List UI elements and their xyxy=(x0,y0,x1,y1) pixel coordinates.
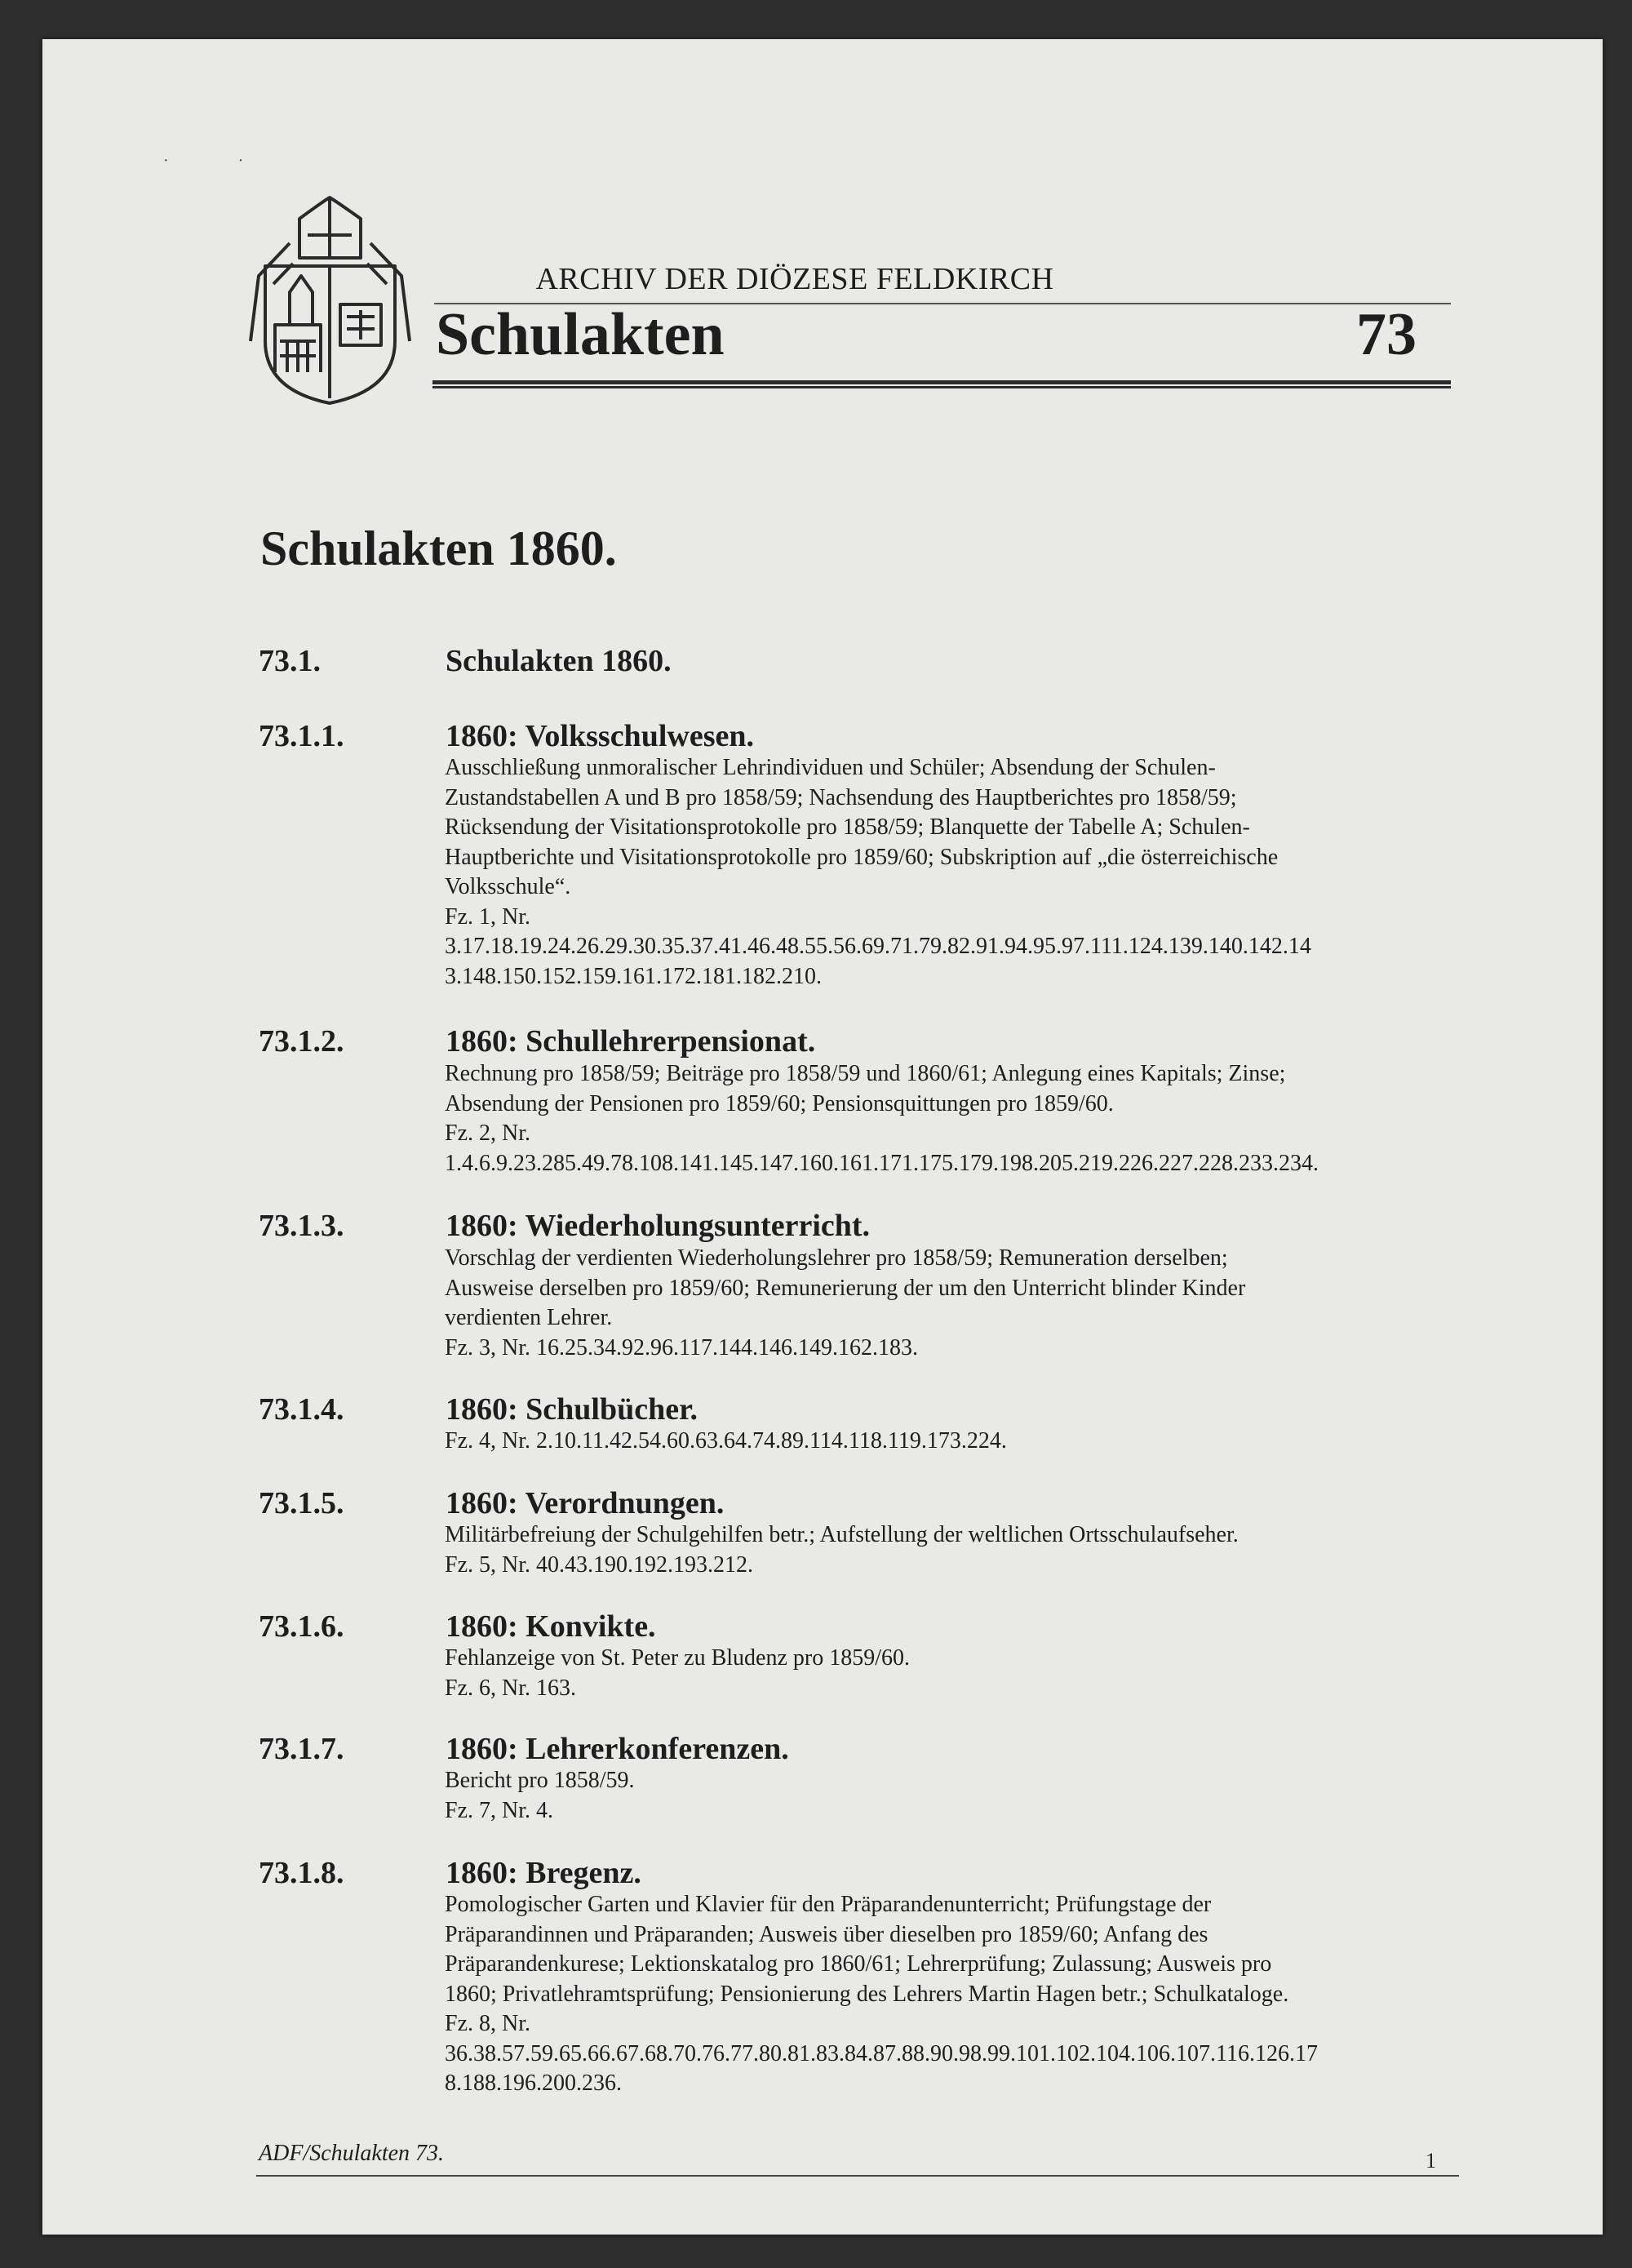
entry-description xyxy=(445,1766,1457,1826)
entry-line: Absendung der Pensionen pro 1859/60; Pensionsquittungen pro 1859/60. xyxy=(445,1090,1114,1116)
entry-number: 73.1.1. xyxy=(259,719,344,753)
entry-line: Rücksendung der Visitationsprotokolle pro 1858/59; Blanquette der Tabelle A; Schulen- xyxy=(445,814,1250,840)
entry-title: 1860: Volksschulwesen. xyxy=(446,719,754,753)
section-title: Schulakten 1860. xyxy=(446,644,672,678)
footer-divider xyxy=(256,2175,1459,2177)
paper-specks: · · xyxy=(163,152,277,170)
entry-line: Fehlanzeige von St. Peter zu Bludenz pro 1859/60. xyxy=(445,1645,910,1671)
entry-number: 73.1.8. xyxy=(259,1856,344,1890)
header-double-rule xyxy=(432,380,1451,384)
page-number: 1 xyxy=(1426,2149,1436,2173)
entry-number: 73.1.3. xyxy=(259,1209,344,1243)
main-heading: Schulakten 1860. xyxy=(260,522,617,575)
entry-line: Zustandstabellen A und B pro 1858/59; Nachsendung des Hauptberichtes pro 1858/59; xyxy=(445,784,1237,810)
entry-line: Fz. 7, Nr. 4. xyxy=(445,1797,553,1823)
section-number: 73.1. xyxy=(259,644,321,678)
entry-line: 3.17.18.19.24.26.29.30.35.37.41.46.48.55.56.69.71.79.82.91.94.95.97.111.124.139.140.142.14 xyxy=(445,934,1311,959)
entry-number: 73.1.6. xyxy=(259,1609,344,1644)
entry-line: Präparandenkurese; Lektionskatalog pro 1860/61; Lehrerprüfung; Zulassung; Ausweis pro xyxy=(445,1951,1272,1977)
entry-description xyxy=(445,1644,1457,1703)
document-title: Schulakten xyxy=(436,301,725,368)
entry-line: Fz. 6, Nr. 163. xyxy=(445,1675,576,1701)
header-double-rule-lower xyxy=(432,386,1451,388)
entry-line: Volksschule“. xyxy=(445,874,571,899)
entry-description xyxy=(445,1244,1457,1363)
entry-description xyxy=(445,1520,1457,1580)
archive-name: ARCHIV DER DIÖZESE FELDKIRCH xyxy=(535,262,1054,296)
entry-title: 1860: Schullehrerpensionat. xyxy=(446,1024,816,1059)
entry-line: 8.188.196.200.236. xyxy=(445,2070,622,2096)
document-number: 73 xyxy=(1356,301,1417,368)
entry-line: Hauptberichte und Visitationsprotokolle pro 1859/60; Subskription auf „die österreichische xyxy=(445,844,1279,870)
entry-title: 1860: Bregenz. xyxy=(446,1856,641,1890)
entry-line: 1.4.6.9.23.285.49.78.108.141.145.147.160.161.171.175.179.198.205.219.226.227.228.233.234. xyxy=(445,1150,1319,1176)
entry-line: 3.148.150.152.159.161.172.181.182.210. xyxy=(445,963,822,989)
entry-line: Fz. 5, Nr. 40.43.190.192.193.212. xyxy=(445,1551,753,1578)
entry-line: Pomologischer Garten und Klavier für den Präparandenunterricht; Prüfungstage der xyxy=(445,1892,1212,1917)
entry-line: Bericht pro 1858/59. xyxy=(445,1768,635,1793)
entry-description xyxy=(445,753,1457,992)
entry-line: Fz. 8, Nr. xyxy=(445,2011,530,2036)
entry-line: Ausweise derselben pro 1859/60; Remunerierung der um den Unterricht blinder Kinder xyxy=(445,1275,1246,1301)
footer-reference: ADF/Schulakten 73. xyxy=(259,2141,445,2166)
entry-number: 73.1.7. xyxy=(259,1732,344,1766)
entry-line: Präparandinnen und Präparanden; Ausweis über dieselben pro 1859/60; Anfang des xyxy=(445,1921,1208,1947)
entry-number: 73.1.2. xyxy=(259,1024,344,1059)
entry-description xyxy=(445,1890,1457,2099)
entry-line: Fz. 1, Nr. xyxy=(445,903,530,930)
entry-number: 73.1.4. xyxy=(259,1392,344,1427)
entry-line: Militärbefreiung der Schulgehilfen betr.; Aufstellung der weltlichen Ortsschulaufseher. xyxy=(445,1522,1239,1547)
entry-title: 1860: Konvikte. xyxy=(446,1609,656,1644)
entry-title: 1860: Lehrerkonferenzen. xyxy=(446,1732,789,1766)
entry-description xyxy=(445,1059,1457,1178)
entry-line: Fz. 3, Nr. 16.25.34.92.96.117.144.146.149.162.183. xyxy=(445,1334,918,1360)
entry-line: 36.38.57.59.65.66.67.68.70.76.77.80.81.83.84.87.88.90.98.99.101.102.104.106.107.116.126.17 xyxy=(445,2040,1318,2066)
entry-title: 1860: Wiederholungsunterricht. xyxy=(446,1209,871,1243)
entry-line: Rechnung pro 1858/59; Beiträge pro 1858/59 und 1860/61; Anlegung eines Kapitals; Zinse; xyxy=(445,1061,1286,1086)
diocese-crest-icon xyxy=(242,194,418,406)
entry-line: 1860; Privatlehramtsprüfung; Pensionierung des Lehrers Martin Hagen betr.; Schulkataloge. xyxy=(445,1981,1289,2007)
document-page xyxy=(42,39,1603,2235)
entry-description xyxy=(445,1427,1457,1457)
entry-line: Fz. 2, Nr. xyxy=(445,1121,530,1146)
entry-title: 1860: Schulbücher. xyxy=(446,1392,698,1427)
entry-title: 1860: Verordnungen. xyxy=(446,1486,725,1520)
entry-line: verdienten Lehrer. xyxy=(445,1305,613,1330)
entry-line: Ausschließung unmoralischer Lehrindividuen und Schüler; Absendung der Schulen- xyxy=(445,755,1216,780)
entry-number: 73.1.5. xyxy=(259,1486,344,1520)
entry-line: Fz. 4, Nr. 2.10.11.42.54.60.63.64.74.89.114.118.119.173.224. xyxy=(445,1428,1007,1454)
entry-line: Vorschlag der verdienten Wiederholungslehrer pro 1858/59; Remuneration derselben; xyxy=(445,1245,1228,1271)
